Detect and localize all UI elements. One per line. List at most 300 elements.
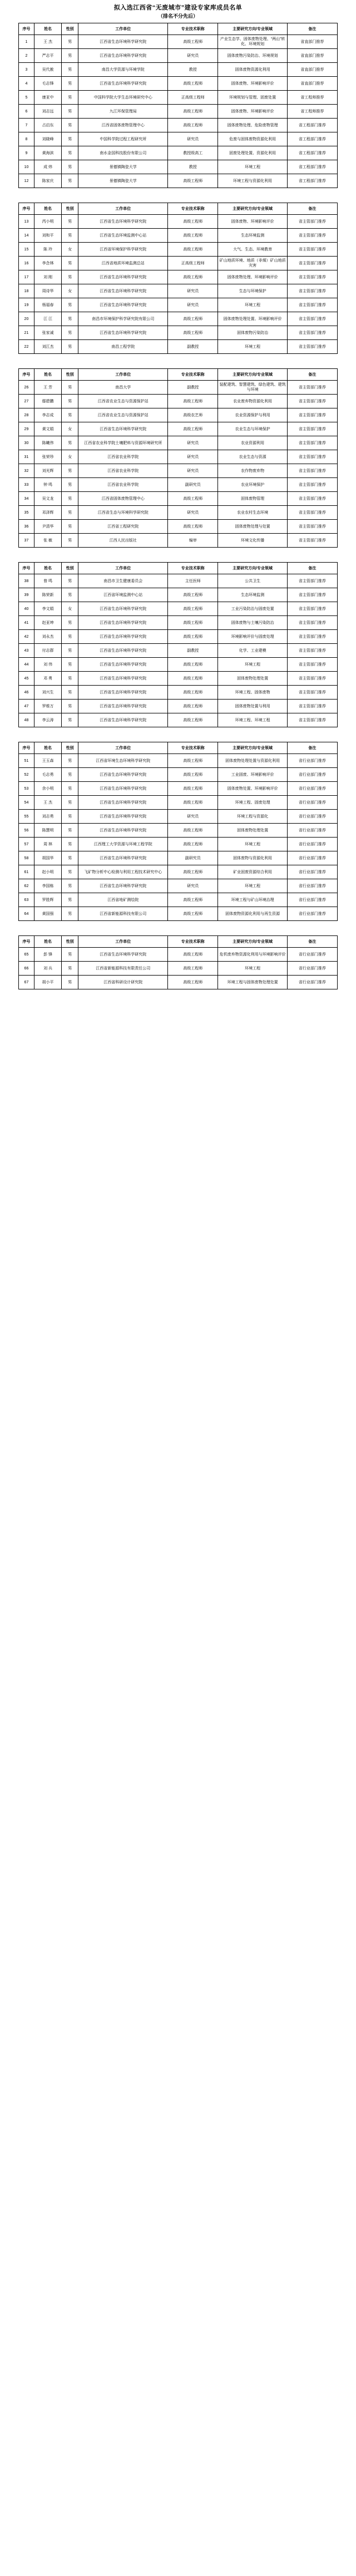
table-cell: 江西省生态环境科学研究院 xyxy=(78,782,168,796)
column-header: 姓名 xyxy=(34,369,61,381)
table-cell: 44 xyxy=(19,658,34,672)
table-cell: 男 xyxy=(62,257,78,270)
table-cell: 省主管部门推荐 xyxy=(287,672,337,686)
column-header: 备注 xyxy=(287,23,337,35)
table-cell: 固体废物处置、环境影响评价 xyxy=(218,782,287,796)
table-cell: 省行业部门推荐 xyxy=(287,865,337,879)
table-cell: 省主管部门推荐 xyxy=(287,326,337,340)
column-header: 备注 xyxy=(287,563,337,574)
table-cell: 江西省生态环境科学研究院 xyxy=(78,602,168,616)
table-cell: 女 xyxy=(62,422,78,436)
table-row xyxy=(19,340,338,354)
table-cell: 罗维万 xyxy=(34,700,61,713)
table-cell: 男 xyxy=(62,865,78,879)
table-cell: 高级工程师 xyxy=(168,602,218,616)
table-row xyxy=(19,810,338,824)
table-cell: 省主管部门推荐 xyxy=(287,270,337,284)
table-row xyxy=(19,976,338,989)
table-row xyxy=(19,893,338,907)
table-cell: 王 杰 xyxy=(34,35,61,49)
table-cell: 男 xyxy=(62,436,78,450)
table-cell: 9 xyxy=(19,146,34,160)
table-cell: 江西省农业科学院土壤肥料与资源环境研究所 xyxy=(78,436,168,450)
table-cell: 江西省固体废物管理中心 xyxy=(78,119,168,132)
table-cell: 钟 鸣 xyxy=(34,478,61,492)
table-cell: 杨福春 xyxy=(34,298,61,312)
table-cell: 江西省生态环境科学研究院 xyxy=(78,284,168,298)
table-cell: 省主管部门推荐 xyxy=(287,658,337,672)
table-cell: 高级工程师 xyxy=(168,686,218,700)
table-cell: 江西省生态环境科学研究院 xyxy=(78,768,168,782)
table-cell: 省工程部门推荐 xyxy=(287,132,337,146)
column-header: 工作单位 xyxy=(78,203,168,215)
table-cell: 1 xyxy=(19,35,34,49)
table-cell: 14 xyxy=(19,229,34,243)
table-cell: 省主管部门推荐 xyxy=(287,395,337,408)
table-cell: 省主管部门推荐 xyxy=(287,408,337,422)
table-cell: 环境影响评价与固废处理 xyxy=(218,630,287,644)
table-cell: 43 xyxy=(19,644,34,658)
table-cell: 环境工程 xyxy=(218,962,287,976)
table-cell: 男 xyxy=(62,796,78,810)
column-header: 专业技术职称 xyxy=(168,369,218,381)
table-row xyxy=(19,77,338,91)
table-cell: 42 xyxy=(19,630,34,644)
table-cell: 农业生态与资源 xyxy=(218,450,287,464)
table-cell: 女 xyxy=(62,450,78,464)
table-cell: 研究员 xyxy=(168,49,218,63)
table-cell: 10 xyxy=(19,160,34,174)
expert-table xyxy=(18,23,338,188)
table-cell: 固体废物资源化利用与再生资源 xyxy=(218,907,287,921)
table-cell: 高级工程师 xyxy=(168,326,218,340)
table-cell: 67 xyxy=(19,976,34,989)
table-cell: 48 xyxy=(19,713,34,727)
expert-table xyxy=(18,368,338,548)
table-cell: 高级工程师 xyxy=(168,838,218,851)
table-cell: 男 xyxy=(62,312,78,326)
table-cell: 省工程师推荐 xyxy=(287,91,337,105)
table-cell: 男 xyxy=(62,270,78,284)
table-cell: 周诗华 xyxy=(34,284,61,298)
table-cell: 省主管部门推荐 xyxy=(287,478,337,492)
column-header: 专业技术职称 xyxy=(168,203,218,215)
table-cell: 公共卫生 xyxy=(218,574,287,588)
table-cell: 副研究员 xyxy=(168,478,218,492)
table-cell: 66 xyxy=(19,962,34,976)
table-row xyxy=(19,63,338,77)
table-cell: 男 xyxy=(62,105,78,119)
table-cell: 工业污染防治与固废处置 xyxy=(218,602,287,616)
column-header: 主要研究方向/专业领域 xyxy=(218,203,287,215)
table-cell: 江西省环境保护科学研究院 xyxy=(78,243,168,257)
table-cell: 省主管部门推荐 xyxy=(287,506,337,520)
table-cell: 农业废弃物资源化利用 xyxy=(218,395,287,408)
table-cell: 男 xyxy=(62,700,78,713)
table-cell: 省行业部门推荐 xyxy=(287,796,337,810)
table-cell: 省工程部门推荐 xyxy=(287,119,337,132)
table-cell: 王 芳 xyxy=(34,381,61,395)
table-cell: 固体废物、环境影响评价 xyxy=(218,105,287,119)
table-row xyxy=(19,464,338,478)
table-cell: 男 xyxy=(62,77,78,91)
column-header: 主要研究方向/专业领域 xyxy=(218,563,287,574)
table-row xyxy=(19,672,338,686)
table-cell: 固体废物处理处置 xyxy=(218,672,287,686)
table-row xyxy=(19,602,338,616)
table-cell: 男 xyxy=(62,408,78,422)
table-cell: 39 xyxy=(19,588,34,602)
column-header: 性别 xyxy=(62,563,78,574)
table-cell: 省主管部门推荐 xyxy=(287,616,337,630)
column-header: 序号 xyxy=(19,369,34,381)
table-cell: 20 xyxy=(19,312,34,326)
table-cell: 省主管部门推荐 xyxy=(287,630,337,644)
table-cell: 环境工程、固废处理 xyxy=(218,796,287,810)
table-cell: 53 xyxy=(19,782,34,796)
table-row xyxy=(19,450,338,464)
table-cell: 环境工程 xyxy=(218,340,287,354)
table-cell: 34 xyxy=(19,492,34,506)
table-cell: 张 敏 xyxy=(34,534,61,548)
table-cell: 男 xyxy=(62,35,78,49)
table-cell: 环境工程、环境工程 xyxy=(218,713,287,727)
table-row xyxy=(19,686,338,700)
table-cell: 省主管部门推荐 xyxy=(287,602,337,616)
table-row xyxy=(19,49,338,63)
table-cell: 高级工程师 xyxy=(168,270,218,284)
table-cell: 江西人民出版社 xyxy=(78,534,168,548)
table-cell: 张荣珍 xyxy=(34,450,61,464)
table-cell: 陈 玲 xyxy=(34,243,61,257)
table-cell: 男 xyxy=(62,851,78,865)
table-cell: 男 xyxy=(62,672,78,686)
table-cell: 化学、工业建模 xyxy=(218,644,287,658)
table-cell: 矿山地质环境、地质（非煤）矿山地质灾害 xyxy=(218,257,287,270)
table-row xyxy=(19,326,338,340)
table-cell: 省主管部门推荐 xyxy=(287,713,337,727)
table-cell: 生态环境监测 xyxy=(218,229,287,243)
table-cell: 余小明 xyxy=(34,782,61,796)
table-row xyxy=(19,105,338,119)
table-cell: 男 xyxy=(62,215,78,229)
table-block-gap xyxy=(0,921,356,935)
table-row xyxy=(19,506,338,520)
table-cell: 环境工程 xyxy=(218,838,287,851)
table-row xyxy=(19,408,338,422)
table-cell: 46 xyxy=(19,686,34,700)
table-cell: 省行业部门推荐 xyxy=(287,893,337,907)
table-cell: 彭 锋 xyxy=(34,948,61,962)
table-cell: 15 xyxy=(19,243,34,257)
table-cell: 省主管部门推荐 xyxy=(287,436,337,450)
table-cell: 正高级工程师 xyxy=(168,91,218,105)
column-header: 工作单位 xyxy=(78,742,168,754)
column-header: 姓名 xyxy=(34,23,61,35)
table-row xyxy=(19,574,338,588)
table-cell: 高级工程师 xyxy=(168,824,218,838)
table-cell: 64 xyxy=(19,907,34,921)
table-cell: 研究员 xyxy=(168,132,218,146)
table-row xyxy=(19,436,338,450)
table-cell: 江西省生态环境科学研究院 xyxy=(78,713,168,727)
table-row xyxy=(19,700,338,713)
table-cell: 高级工程师 xyxy=(168,782,218,796)
table-cell: 教授 xyxy=(168,63,218,77)
table-row xyxy=(19,630,338,644)
table-cell: 固体废物处置与利用 xyxy=(218,700,287,713)
table-row xyxy=(19,962,338,976)
table-cell: 省主管部门推荐 xyxy=(287,381,337,395)
table-cell: 江西省新能源科技有限责任公司 xyxy=(78,962,168,976)
table-cell: 生态环境监测 xyxy=(218,588,287,602)
column-header: 工作单位 xyxy=(78,23,168,35)
table-cell: 61 xyxy=(19,865,34,879)
table-cell: 47 xyxy=(19,700,34,713)
table-cell: 省主管部门推荐 xyxy=(287,422,337,436)
table-cell: 男 xyxy=(62,119,78,132)
table-cell: 8 xyxy=(19,132,34,146)
table-cell: 男 xyxy=(62,146,78,160)
table-cell: 王 杰 xyxy=(34,796,61,810)
table-cell: 江西省生态环境科学研究院 xyxy=(78,77,168,91)
table-cell: 省主管部门推荐 xyxy=(287,520,337,534)
table-cell: 省主管部门推荐 xyxy=(287,284,337,298)
table-cell: 男 xyxy=(62,948,78,962)
table-cell: 南昌大学资源与环境学院 xyxy=(78,63,168,77)
table-cell: 陈曦伟 xyxy=(34,436,61,450)
table-cell: 刘永杰 xyxy=(34,630,61,644)
table-cell: 刘晓峰 xyxy=(34,132,61,146)
table-cell: 环境工程 xyxy=(218,658,287,672)
table-cell: 省行业部门推荐 xyxy=(287,907,337,921)
table-cell: 男 xyxy=(62,907,78,921)
table-cell: 江西省生态环境科学研究院 xyxy=(78,948,168,962)
table-cell: 男 xyxy=(62,326,78,340)
table-cell: 农业环境保护 xyxy=(218,478,287,492)
table-cell: 省行业部门推荐 xyxy=(287,838,337,851)
table-cell: 高级工程师 xyxy=(168,229,218,243)
table-cell: 省行业部门推荐 xyxy=(287,879,337,893)
table-cell: 男 xyxy=(62,893,78,907)
table-cell: 21 xyxy=(19,326,34,340)
table-cell: 固体废物处理与处置 xyxy=(218,520,287,534)
table-cell: 男 xyxy=(62,132,78,146)
table-cell: 高级农艺师 xyxy=(168,408,218,422)
table-cell: 62 xyxy=(19,879,34,893)
table-cell: 57 xyxy=(19,838,34,851)
table-row xyxy=(19,132,338,146)
table-cell: 省主管部门推荐 xyxy=(287,574,337,588)
table-cell: 7 xyxy=(19,119,34,132)
table-cell: 男 xyxy=(62,879,78,893)
column-header: 序号 xyxy=(19,936,34,948)
table-cell: 省直部门推荐 xyxy=(287,35,337,49)
table-header-row xyxy=(19,23,338,35)
table-cell: 高级工程师 xyxy=(168,119,218,132)
table-cell: 高级工程师 xyxy=(168,588,218,602)
table-cell: 36 xyxy=(19,520,34,534)
table-cell: 南昌工程学院 xyxy=(78,340,168,354)
table-cell: 45 xyxy=(19,672,34,686)
column-header: 工作单位 xyxy=(78,563,168,574)
table-header-row xyxy=(19,936,338,948)
table-cell: 江西省生态环境科学研究院 xyxy=(78,851,168,865)
table-cell: 男 xyxy=(62,91,78,105)
table-cell: 占启东 xyxy=(34,119,61,132)
table-cell: 男 xyxy=(62,754,78,768)
column-header: 备注 xyxy=(287,742,337,754)
table-cell: 高级工程师 xyxy=(168,395,218,408)
column-header: 序号 xyxy=(19,563,34,574)
table-cell: 产业生态学、固体废物处理、“两山”转化、环境规划 xyxy=(218,35,287,49)
table-cell: 省主管部门推荐 xyxy=(287,450,337,464)
column-header: 性别 xyxy=(62,742,78,754)
table-cell: 江西省生态环境科学研究院 xyxy=(78,672,168,686)
table-cell: 省主管部门推荐 xyxy=(287,243,337,257)
table-cell: 江西省环境生态环境科学研究院 xyxy=(78,754,168,768)
table-cell: 江西省环境监测中心站 xyxy=(78,588,168,602)
table-cell: 研究员 xyxy=(168,879,218,893)
table-cell: 高级工程师 xyxy=(168,948,218,962)
table-cell: 农业生态与环境保护 xyxy=(218,422,287,436)
table-cell: 胡小平 xyxy=(34,976,61,989)
table-cell: 江西省农业科学院 xyxy=(78,464,168,478)
table-cell: 30 xyxy=(19,436,34,450)
table-row xyxy=(19,270,338,284)
table-cell: 固体废物污染防治、环境规划 xyxy=(218,49,287,63)
table-cell: 副教授 xyxy=(168,381,218,395)
table-cell: 省主管部门推荐 xyxy=(287,215,337,229)
table-cell: 江西省生态环境监测中心站 xyxy=(78,229,168,243)
column-header: 专业技术职称 xyxy=(168,742,218,754)
table-cell: 男 xyxy=(62,768,78,782)
table-cell: 40 xyxy=(19,602,34,616)
column-header: 姓名 xyxy=(34,563,61,574)
table-cell: 景德镇陶瓷大学 xyxy=(78,160,168,174)
table-cell: 黄文娟 xyxy=(34,422,61,436)
table-row xyxy=(19,782,338,796)
table-row xyxy=(19,381,338,395)
table-cell: 省工程师推荐 xyxy=(287,105,337,119)
table-cell: 17 xyxy=(19,270,34,284)
table-cell: 刘 伟 xyxy=(34,658,61,672)
table-cell: 男 xyxy=(62,962,78,976)
table-cell: 男 xyxy=(62,824,78,838)
table-cell: 高级工程师 xyxy=(168,962,218,976)
table-cell: 男 xyxy=(62,838,78,851)
table-cell: 13 xyxy=(19,215,34,229)
page-title: 拟入选江西省“无废城市”建设专家库成员名单 xyxy=(113,4,243,11)
table-cell: 省主管部门推荐 xyxy=(287,298,337,312)
table-cell: 4 xyxy=(19,77,34,91)
table-cell: 南水金国科技股份有限公司 xyxy=(78,146,168,160)
column-header: 主要研究方向/专业领域 xyxy=(218,742,287,754)
table-cell: 32 xyxy=(19,464,34,478)
table-row xyxy=(19,243,338,257)
table-row xyxy=(19,91,338,105)
table-cell: 环境文化传播 xyxy=(218,534,287,548)
table-cell: 固体废物与土壤污染防治 xyxy=(218,616,287,630)
column-header: 备注 xyxy=(287,936,337,948)
table-cell: 江西省生态环境科学研究院 xyxy=(78,298,168,312)
table-cell: 16 xyxy=(19,257,34,270)
table-cell: 环境工程与资源化 xyxy=(218,810,287,824)
table-cell: 陈家庆 xyxy=(34,174,61,188)
table-cell: 主任医师 xyxy=(168,574,218,588)
table-cell: 毛志勇 xyxy=(34,768,61,782)
table-cell: 男 xyxy=(62,976,78,989)
table-row xyxy=(19,229,338,243)
table-cell: 江西省工程研究院 xyxy=(78,520,168,534)
table-cell: 刘江杰 xyxy=(34,340,61,354)
table-cell: 中国科学院大学生态环境研究中心 xyxy=(78,91,168,105)
table-cell: 江西省生态环境科学研究院 xyxy=(78,879,168,893)
table-cell: 江西省生态与环境科学研究院 xyxy=(78,506,168,520)
table-cell: 环境工程 xyxy=(218,298,287,312)
table-cell: 副研究员 xyxy=(168,851,218,865)
table-row xyxy=(19,948,338,962)
document-header xyxy=(0,0,356,23)
table-cell: 九江环保管理局 xyxy=(78,105,168,119)
table-cell: 省行业部门推荐 xyxy=(287,976,337,989)
table-cell: 男 xyxy=(62,658,78,672)
table-cell: 景德镇陶瓷大学 xyxy=(78,174,168,188)
table-cell: 男 xyxy=(62,713,78,727)
table-cell: 高级工程师 xyxy=(168,492,218,506)
table-row xyxy=(19,879,338,893)
table-cell: 高级工程师 xyxy=(168,713,218,727)
table-row xyxy=(19,478,338,492)
table-row xyxy=(19,534,338,548)
table-cell: 省主管部门推荐 xyxy=(287,534,337,548)
table-cell: 高级工程师 xyxy=(168,700,218,713)
table-row xyxy=(19,865,338,879)
table-cell: 江西理工大学资源与环境工程学院 xyxy=(78,838,168,851)
table-cell: 周 林 xyxy=(34,838,61,851)
page-subtitle: （排名不分先后） xyxy=(157,13,198,19)
table-cell: 固体废物处理处置、环境影响评价 xyxy=(218,312,287,326)
table-cell: 27 xyxy=(19,395,34,408)
table-cell: 江西省生态环境科学研究院 xyxy=(78,644,168,658)
table-cell: 大气、生态、环境教育 xyxy=(218,243,287,257)
table-cell: 省行业部门推荐 xyxy=(287,810,337,824)
table-cell: 高级工程师 xyxy=(168,976,218,989)
table-cell: 省行业部门推荐 xyxy=(287,768,337,782)
table-row xyxy=(19,796,338,810)
table-cell: 高级工程师 xyxy=(168,35,218,49)
table-cell: 男 xyxy=(62,534,78,548)
table-cell: 63 xyxy=(19,893,34,907)
table-row xyxy=(19,520,338,534)
table-row xyxy=(19,616,338,630)
table-cell: 刘兴生 xyxy=(34,686,61,700)
table-cell: 江西省生态环境科学研究院 xyxy=(78,35,168,49)
table-cell: 李云涛 xyxy=(34,713,61,727)
table-cell: 固体废物处理处置与资源化利用 xyxy=(218,754,287,768)
table-cell: 李志成 xyxy=(34,408,61,422)
table-cell: 省直部门推荐 xyxy=(287,49,337,63)
table-cell: 省行业部门推荐 xyxy=(287,948,337,962)
table-cell: 研究员 xyxy=(168,284,218,298)
table-cell: 高级工程师 xyxy=(168,865,218,879)
column-header: 性别 xyxy=(62,936,78,948)
table-cell: 固体废物、环境影响评价 xyxy=(218,77,287,91)
table-cell: 高级工程师 xyxy=(168,768,218,782)
table-cell: 41 xyxy=(19,616,34,630)
table-cell: 成 炜 xyxy=(34,160,61,174)
table-cell: 19 xyxy=(19,298,34,312)
